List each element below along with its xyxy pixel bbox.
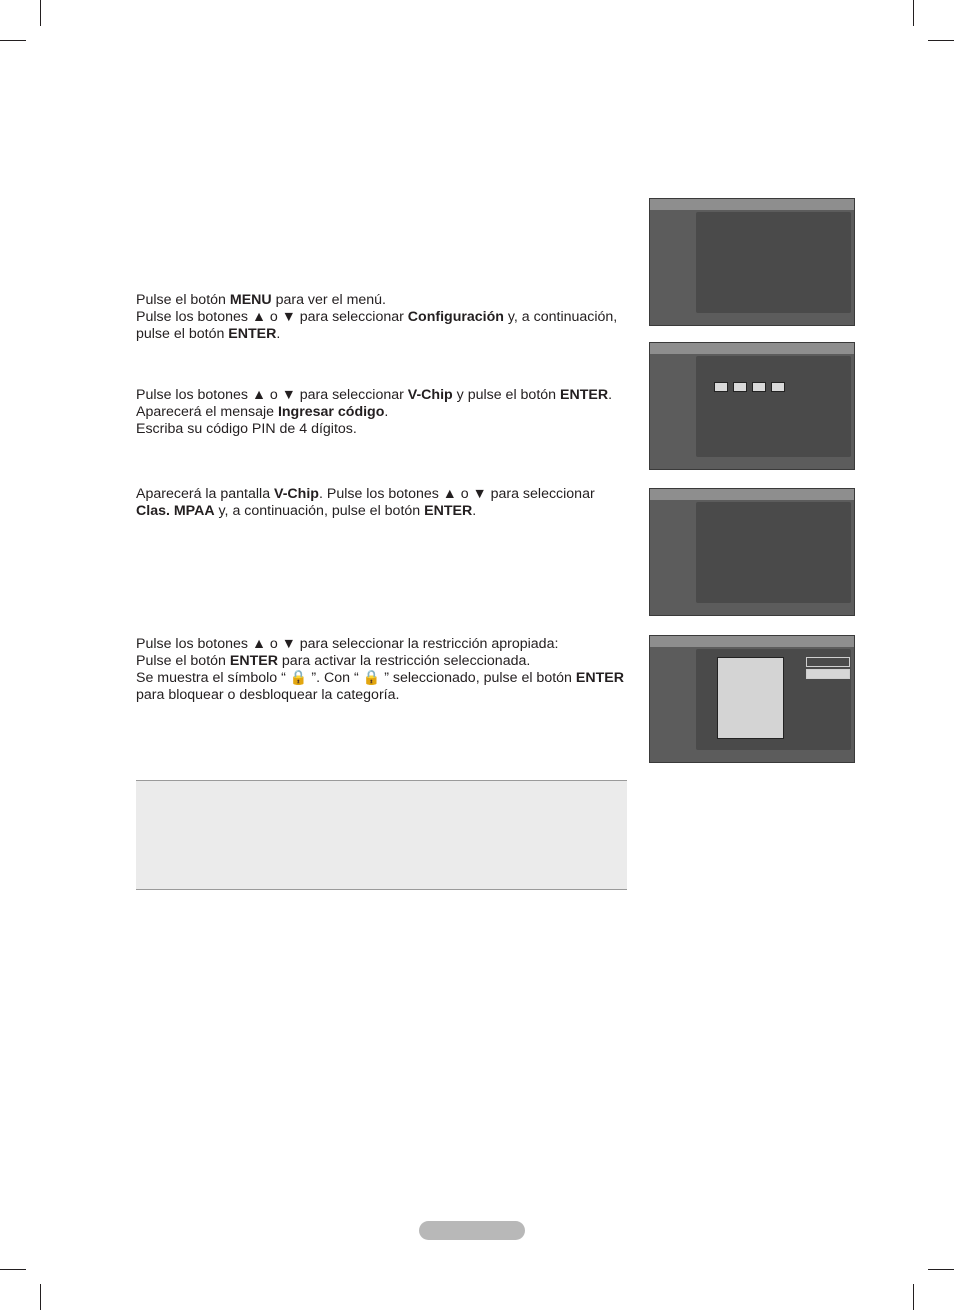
text-line [136, 292, 628, 309]
crop-mark [913, 0, 914, 26]
text-run: Aparecerá el mensaje [136, 404, 278, 420]
text-line [136, 421, 628, 438]
text-run: para bloquear o desbloquear la categoría. [136, 687, 400, 703]
crop-mark [0, 40, 26, 41]
text-run: Pulse los botones ▲ o ▼ para seleccionar [136, 387, 408, 403]
text-run: . [608, 387, 613, 403]
pin-digit-box[interactable] [714, 382, 728, 392]
osd-menu-panel [696, 502, 851, 603]
bold-term: V-Chip [274, 486, 319, 502]
osd-screen-setup [649, 198, 855, 326]
text-run: . [276, 326, 281, 342]
text-run: Pulse los botones ▲ o ▼ para seleccionar [136, 309, 408, 325]
pin-digit-box[interactable] [733, 382, 747, 392]
bold-term: Clas. MPAA [136, 503, 215, 519]
bloq-todo-button[interactable] [806, 669, 850, 679]
text-run: y, a continuación, pulse el botón [214, 503, 425, 519]
text-line [136, 404, 628, 421]
bold-term: MENU [229, 292, 272, 308]
text-run: Se muestra el símbolo “ 🔒 ”. Con “ 🔒 ” seleccionado, pulse el botón [136, 670, 576, 686]
text-run: . [472, 503, 477, 519]
pin-digit-box[interactable] [771, 382, 785, 392]
pin-prompt [702, 366, 847, 377]
osd-help-bar [696, 604, 851, 614]
bold-term: V-Chip [407, 387, 453, 403]
bold-term: Ingresar código [277, 404, 385, 420]
osd-help-bar [696, 314, 851, 324]
text-run: para activar la restricción seleccionada. [277, 653, 531, 669]
step-text [136, 636, 628, 704]
crop-mark [913, 1284, 914, 1310]
osd-screen-vchip [649, 488, 855, 616]
osd-help-bar [696, 751, 851, 761]
text-run: . [384, 404, 389, 420]
bold-term: ENTER [559, 387, 609, 403]
crop-mark [40, 0, 41, 26]
page-number-badge [419, 1221, 525, 1240]
text-run: para ver el menú. [271, 292, 387, 308]
bold-term: ENTER [229, 653, 278, 669]
osd-screen-pin [649, 342, 855, 470]
text-run: y, a continuación, pulse el botón [136, 309, 618, 342]
crop-mark [928, 1269, 954, 1270]
text-line [136, 387, 628, 404]
osd-title-bar [650, 489, 854, 500]
osd-title-bar [650, 199, 854, 210]
perm-todo-button[interactable] [806, 657, 850, 667]
osd-screen-mpaa [649, 635, 855, 763]
step-text [136, 486, 628, 520]
step-text [136, 292, 628, 343]
crop-mark [0, 1269, 26, 1270]
osd-menu-panel [696, 356, 851, 457]
osd-title-bar [650, 636, 854, 647]
text-run: Aparecerá la pantalla [136, 486, 275, 502]
text-run: Pulse los botones ▲ o ▼ para seleccionar la restricción apropiada: [136, 636, 559, 652]
bold-term: Configuración [407, 309, 504, 325]
osd-help-bar [696, 458, 851, 468]
text-line [136, 636, 628, 653]
crop-mark [40, 1284, 41, 1310]
ratings-box [136, 780, 627, 890]
text-run: Pulse el botón [136, 292, 230, 308]
text-run: Pulse el botón [136, 653, 230, 669]
text-run: Escriba su código PIN de 4 dígitos. [136, 421, 357, 437]
text-run: . Pulse los botones ▲ o ▼ para seleccionar [318, 486, 595, 502]
text-line [136, 653, 628, 670]
text-line [136, 486, 628, 520]
text-run: y pulse el botón [452, 387, 560, 403]
bold-term: ENTER [228, 326, 277, 342]
osd-menu-panel [696, 212, 851, 313]
text-line [136, 309, 628, 343]
osd-title-bar [650, 343, 854, 354]
crop-mark [928, 40, 954, 41]
bold-term: ENTER [575, 670, 624, 686]
step-text [136, 387, 628, 438]
bold-term: ENTER [424, 503, 473, 519]
pin-digit-box[interactable] [752, 382, 766, 392]
mpaa-rating-table [717, 657, 784, 739]
text-line [136, 670, 628, 704]
